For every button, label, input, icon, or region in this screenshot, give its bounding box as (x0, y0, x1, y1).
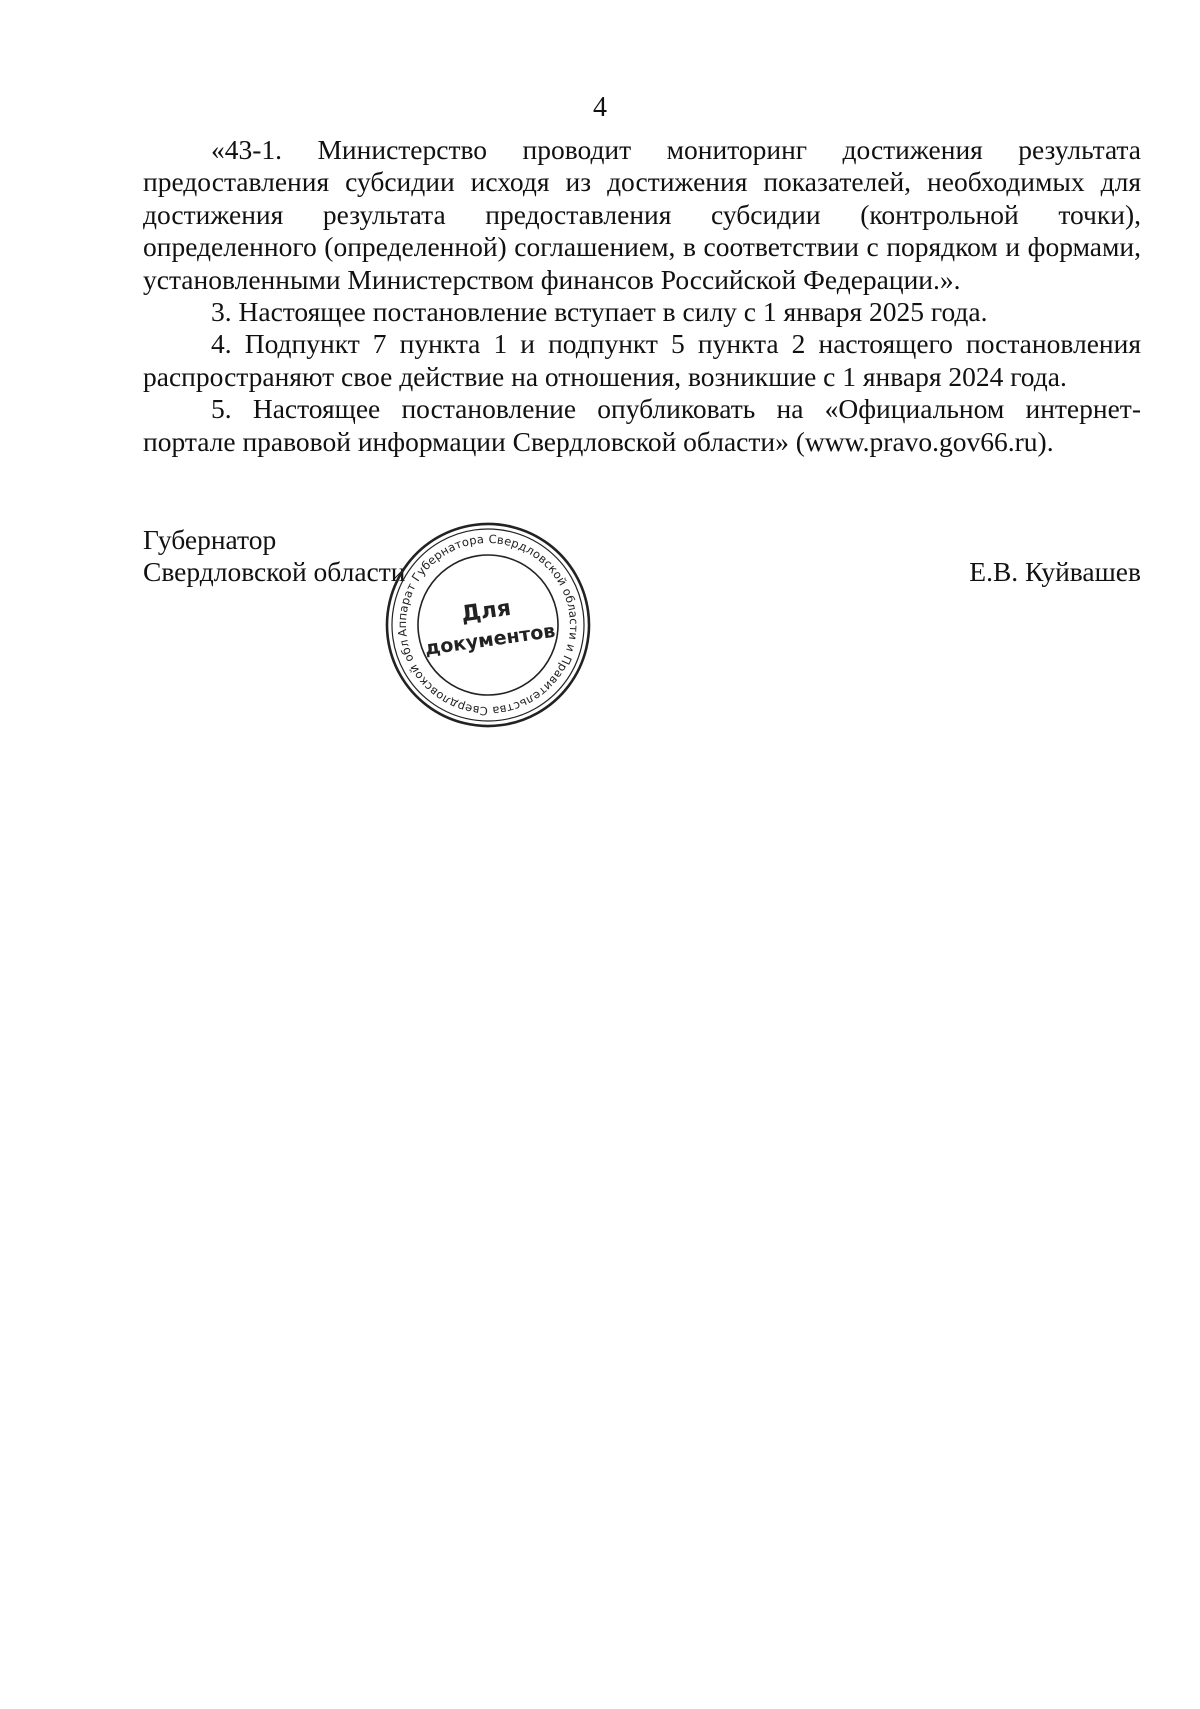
signatory-position (143, 524, 406, 589)
seal-center-line1: Для (459, 595, 513, 628)
paragraph-4: 4. Подпункт 7 пункта 1 и подпункт 5 пункта 2 настоящего постановления распространяют свое действие на отношения, возникшие с 1 января 2024 года. (143, 328, 1141, 392)
seal-center-line2: документов (423, 619, 557, 660)
signatory-position-line2: Свердловской области (143, 556, 406, 588)
paragraph-5: 5. Настоящее постановление опубликовать на «Официальном интернет-портале правовой информации Свердловской области» (www.pravo.gov66.ru). (143, 393, 1141, 457)
seal-outer-ring (381, 518, 595, 732)
seal-outer-ring-inner (381, 518, 595, 732)
paragraph-3: 3. Настоящее постановление вступает в силу с 1 января 2025 года. (211, 296, 988, 328)
signatory-position-line1: Губернатор (143, 524, 277, 555)
official-seal (381, 518, 595, 732)
paragraph-43-1: «43-1. Министерство проводит мониторинг достижения результата предоставления субсидии исходя из достижения показателей, необходимых для достижения результата предоставления субсидии (контрольной точки), определенного (определенной) соглашением, в соответствии с порядком и формами, установленными Министерством финансов Российской Федерации.». (143, 134, 1141, 295)
signatory-name: Е.В. Куйвашев (969, 556, 1141, 587)
document-body (143, 134, 1141, 458)
seal-graphic (381, 518, 595, 732)
page-number: 4 (593, 92, 607, 123)
seal-ring-text: Аппарат Губернатора Свердловской области и Правительства Свердловской области (394, 531, 582, 719)
